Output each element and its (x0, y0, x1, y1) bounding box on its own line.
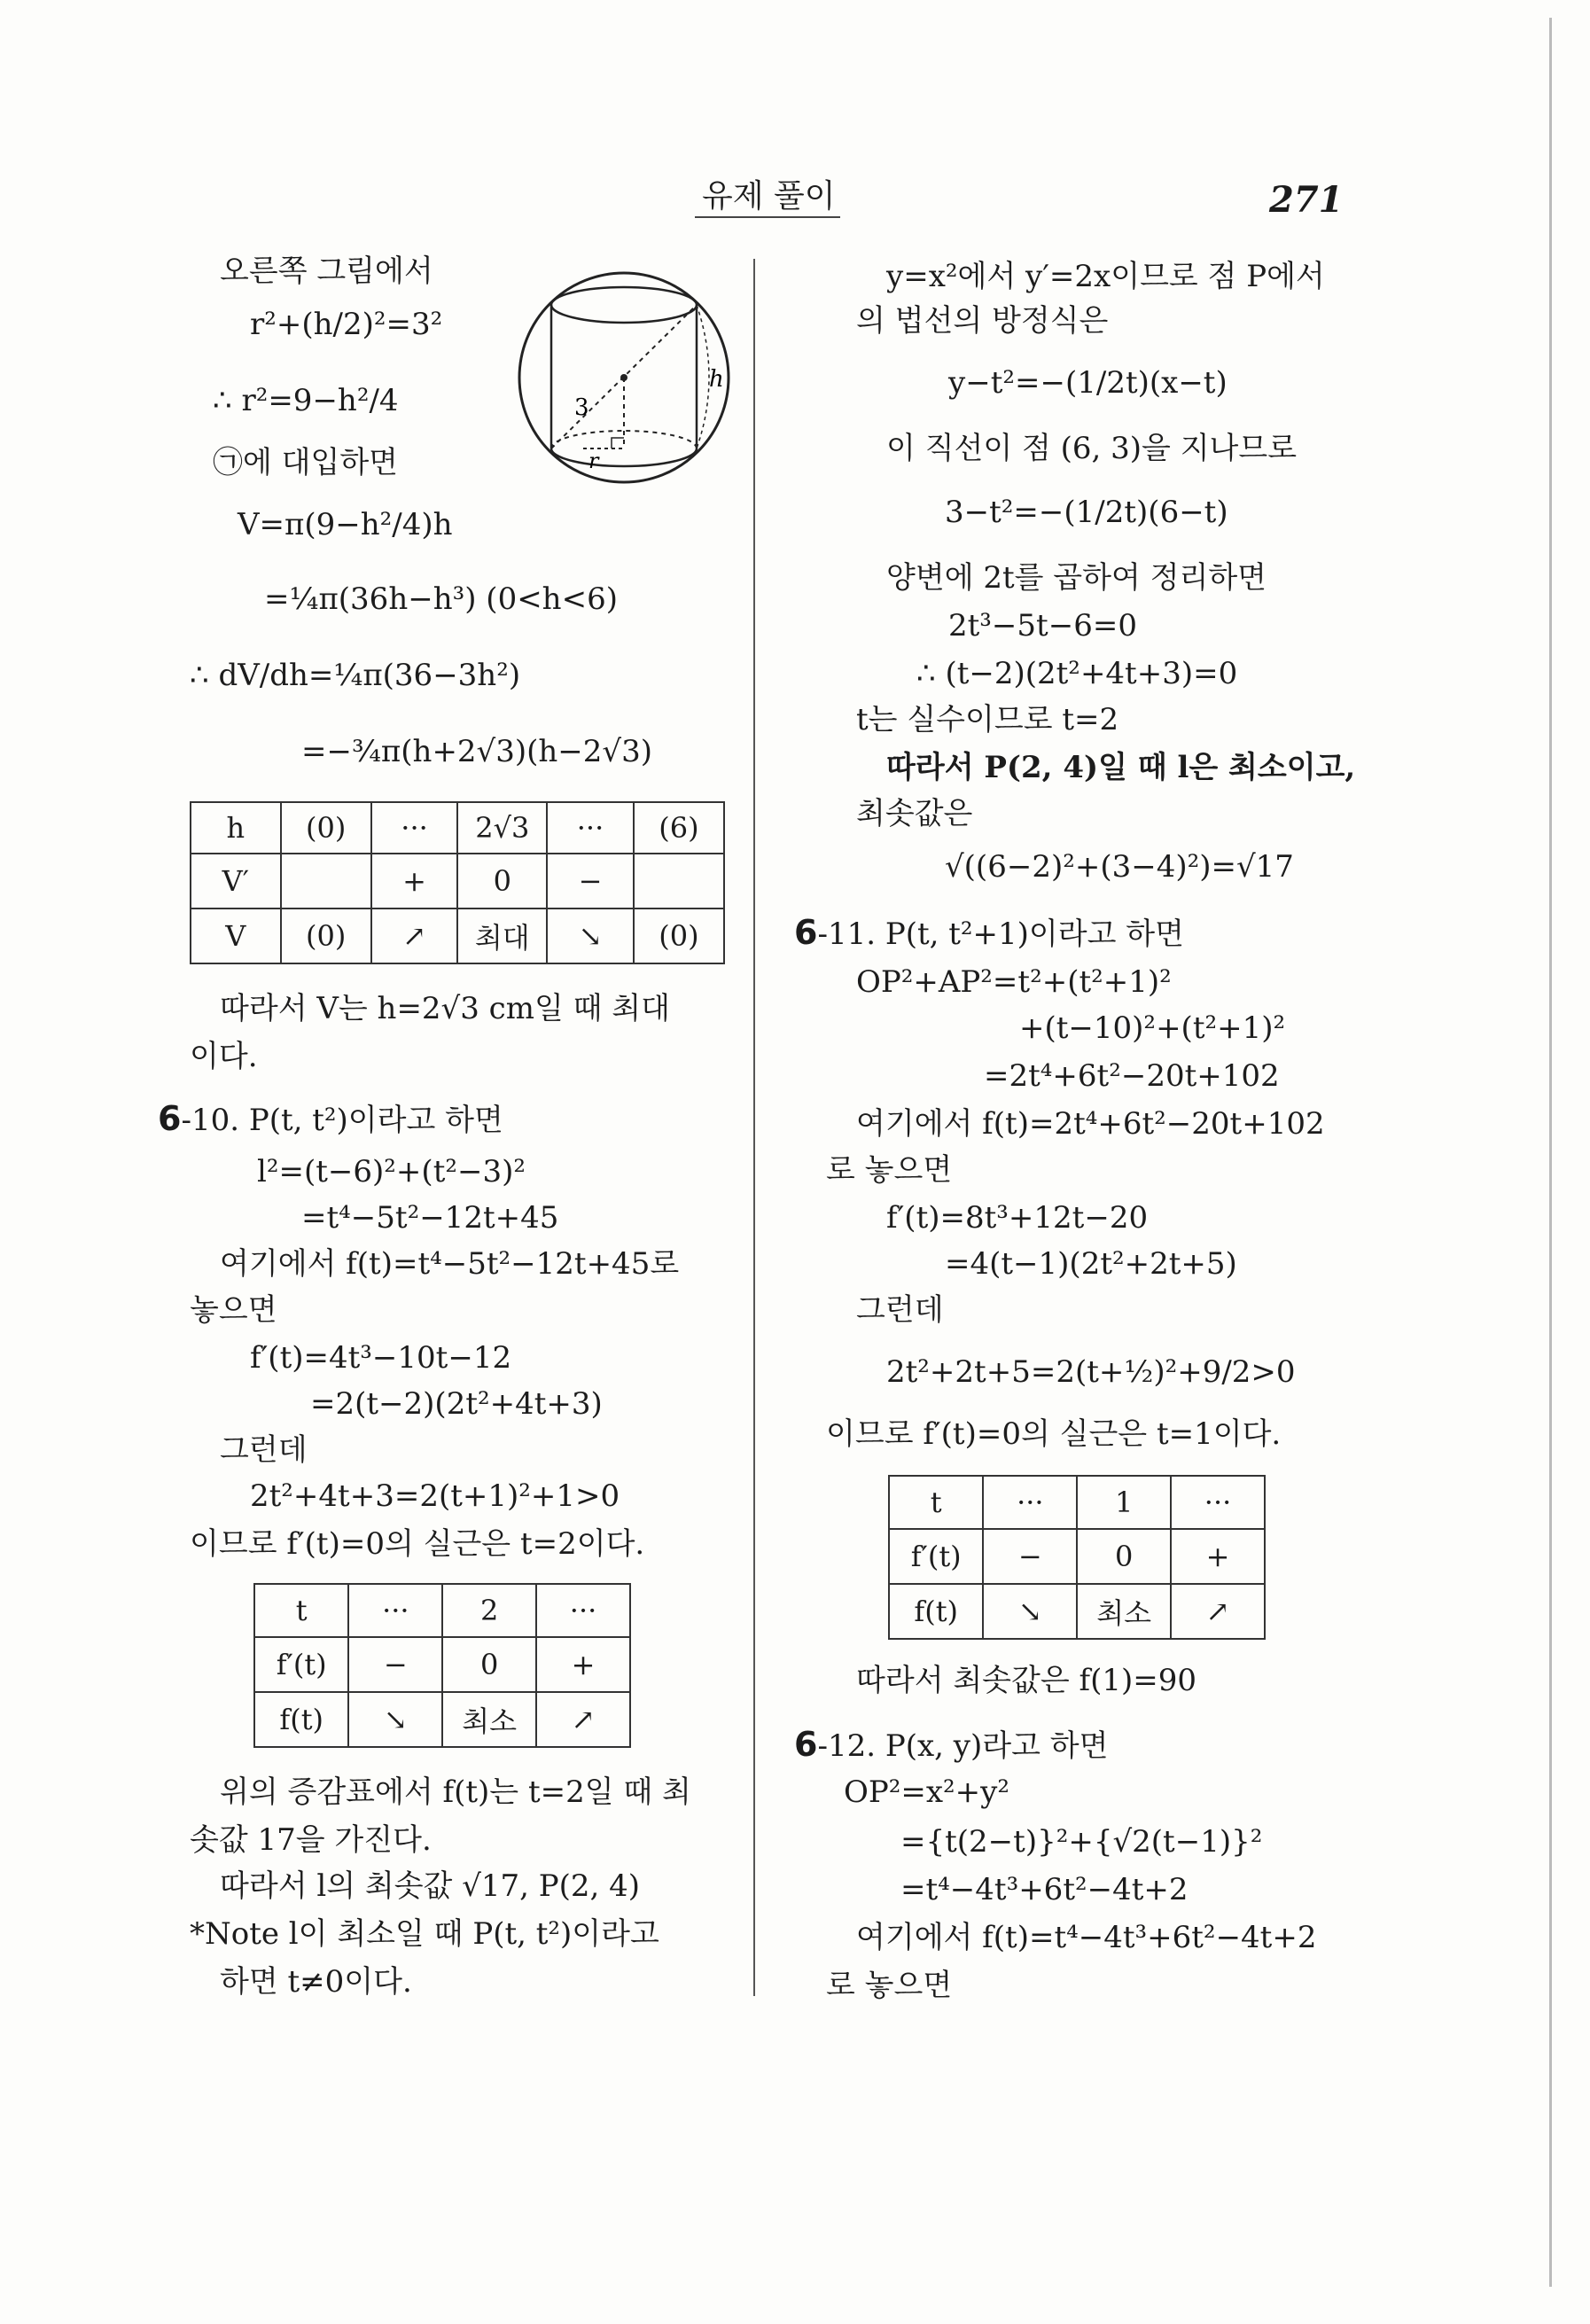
right-line-11: 이므로 f′(t)=0의 실근은 t=1이다. (826, 1416, 1282, 1452)
problem-number: 6 (794, 1725, 818, 1764)
left-line-7: 그런데 (220, 1432, 308, 1468)
right-eq-11: 2t²+2t+5=2(t+½)²+9/2>0 (886, 1354, 1296, 1390)
left-line-6: 놓으면 (190, 1292, 277, 1328)
right-line-12: 따라서 최솟값은 f(1)=90 (856, 1663, 1197, 1698)
left-eq-8: =t⁴−5t²−12t+45 (301, 1200, 559, 1236)
sphere-cylinder-figure (512, 266, 736, 489)
left-eq-3: V=π(9−h²/4)h (238, 507, 453, 542)
left-line-2: ㉠에 대입하면 (213, 445, 399, 480)
right-line-9: 로 놓으면 (826, 1152, 953, 1188)
table-row: f′(t) − 0 + (889, 1529, 1265, 1584)
right-eq-9: f′(t)=8t³+12t−20 (886, 1200, 1149, 1236)
right-eq-10: =4(t−1)(2t²+2t+5) (945, 1246, 1237, 1282)
problem-6-10-heading (158, 1099, 503, 1140)
left-eq-4: =¼π(36h−h³) (0<h<6) (264, 581, 618, 617)
left-line-9: 위의 증감표에서 f(t)는 t=2일 때 최 (220, 1774, 691, 1810)
table-row: V (0) ↗ 최대 ↘ (0) (191, 909, 724, 963)
right-line-5: t는 실수이므로 t=2 (856, 702, 1119, 737)
right-eq-13: ={t(2−t)}²+{√2(t−1)}² (900, 1824, 1263, 1860)
left-line-12: 하면 t≠0이다. (220, 1964, 412, 2000)
problem-number: 6 (158, 1099, 182, 1138)
table-row: f′(t) − 0 + (254, 1637, 630, 1692)
right-eq-6: OP²+AP²=t²+(t²+1)² (856, 964, 1172, 1000)
left-line-5: 여기에서 f(t)=t⁴−5t²−12t+45로 (220, 1246, 680, 1282)
left-eq-1: r²+(h/2)²=3² (250, 307, 443, 342)
problem-6-12-text: -12. P(x, y)라고 하면 (817, 1728, 1109, 1764)
right-line-2: 의 법선의 방정식은 (856, 303, 1109, 339)
left-eq-10: =2(t−2)(2t²+4t+3) (310, 1386, 603, 1422)
left-line-3: 따라서 V는 h=2√3 cm일 때 최대 (220, 991, 670, 1026)
column-divider (753, 259, 755, 1996)
left-eq-5: ∴ dV/dh=¼π(36−3h²) (190, 658, 521, 693)
page-number: 271 (1269, 179, 1344, 221)
problem-6-11-text: -11. P(t, t²+1)이라고 하면 (817, 916, 1184, 952)
right-eq-5: √((6−2)²+(3−4)²)=√17 (945, 849, 1294, 885)
figure-label-h: h (709, 366, 724, 393)
table-row: h (0) ··· 2√3 ··· (6) (191, 802, 724, 854)
right-eq-12: OP²=x²+y² (844, 1774, 1009, 1810)
table-row: t ··· 2 ··· (254, 1584, 630, 1637)
table-row: f(t) ↘ 최소 ↗ (254, 1692, 630, 1747)
problem-number: 6 (794, 913, 818, 952)
table-row: V′ + 0 − (191, 854, 724, 909)
cylinder-top-icon (551, 287, 697, 323)
left-line-10: 솟값 17을 가진다. (190, 1822, 432, 1858)
figure-label-3: 3 (574, 394, 589, 421)
right-line-8: 여기에서 f(t)=2t⁴+6t²−20t+102 (856, 1106, 1325, 1142)
right-eq-8: =2t⁴+6t²−20t+102 (984, 1058, 1280, 1094)
figure-label-r: r (588, 448, 599, 473)
right-eq-7: +(t−10)²+(t²+1)² (1019, 1010, 1286, 1046)
left-eq-7: l²=(t−6)²+(t²−3)² (257, 1154, 526, 1189)
table-row: f(t) ↘ 최소 ↗ (889, 1584, 1265, 1639)
left-eq-11: 2t²+4t+3=2(t+1)²+1>0 (250, 1478, 620, 1514)
running-header-title: 유제 풀이 (702, 178, 836, 214)
problem-6-12-heading (794, 1725, 1108, 1766)
right-line-6: 따라서 P(2, 4)일 때 l은 최소이고, (886, 750, 1356, 785)
right-eq-4: ∴ (t−2)(2t²+4t+3)=0 (916, 656, 1238, 691)
right-line-14: 로 놓으면 (826, 1968, 953, 2003)
problem-6-11-heading (794, 913, 1184, 954)
left-note: *Note l이 최소일 때 P(t, t²)이라고 (190, 1916, 659, 1952)
right-line-3: 이 직선이 점 (6, 3)을 지나므로 (886, 431, 1298, 466)
right-eq-1: y−t²=−(1/2t)(x−t) (948, 365, 1228, 401)
increase-decrease-table-3 (888, 1475, 1266, 1640)
problem-6-10-text: -10. P(t, t²)이라고 하면 (181, 1103, 503, 1138)
increase-decrease-table-1 (190, 801, 725, 964)
right-line-10: 그런데 (856, 1292, 944, 1328)
page-edge-shadow (1549, 18, 1552, 2287)
right-eq-14: =t⁴−4t³+6t²−4t+2 (900, 1872, 1189, 1907)
right-eq-2: 3−t²=−(1/2t)(6−t) (945, 495, 1228, 530)
right-line-13: 여기에서 f(t)=t⁴−4t³+6t²−4t+2 (856, 1920, 1317, 1955)
left-line-4: 이다. (190, 1039, 258, 1074)
header-underline (695, 216, 840, 218)
right-eq-3: 2t³−5t−6=0 (948, 608, 1137, 643)
right-line-1: y=x²에서 y′=2x이므로 점 P에서 (886, 259, 1325, 294)
increase-decrease-table-2 (253, 1583, 631, 1748)
left-eq-9: f′(t)=4t³−10t−12 (250, 1340, 512, 1376)
right-line-7: 최솟값은 (856, 796, 973, 831)
right-line-4: 양변에 2t를 곱하여 정리하면 (886, 560, 1267, 596)
left-line-8: 이므로 f′(t)=0의 실근은 t=2이다. (190, 1526, 645, 1562)
left-eq-6: =−¾π(h+2√3)(h−2√3) (301, 734, 652, 769)
left-eq-2: ∴ r²=9−h²/4 (213, 383, 399, 418)
table-row: t ··· 1 ··· (889, 1476, 1265, 1529)
left-line-11: 따라서 l의 최솟값 √17, P(2, 4) (220, 1868, 641, 1904)
left-line-1: 오른쪽 그림에서 (220, 253, 433, 289)
